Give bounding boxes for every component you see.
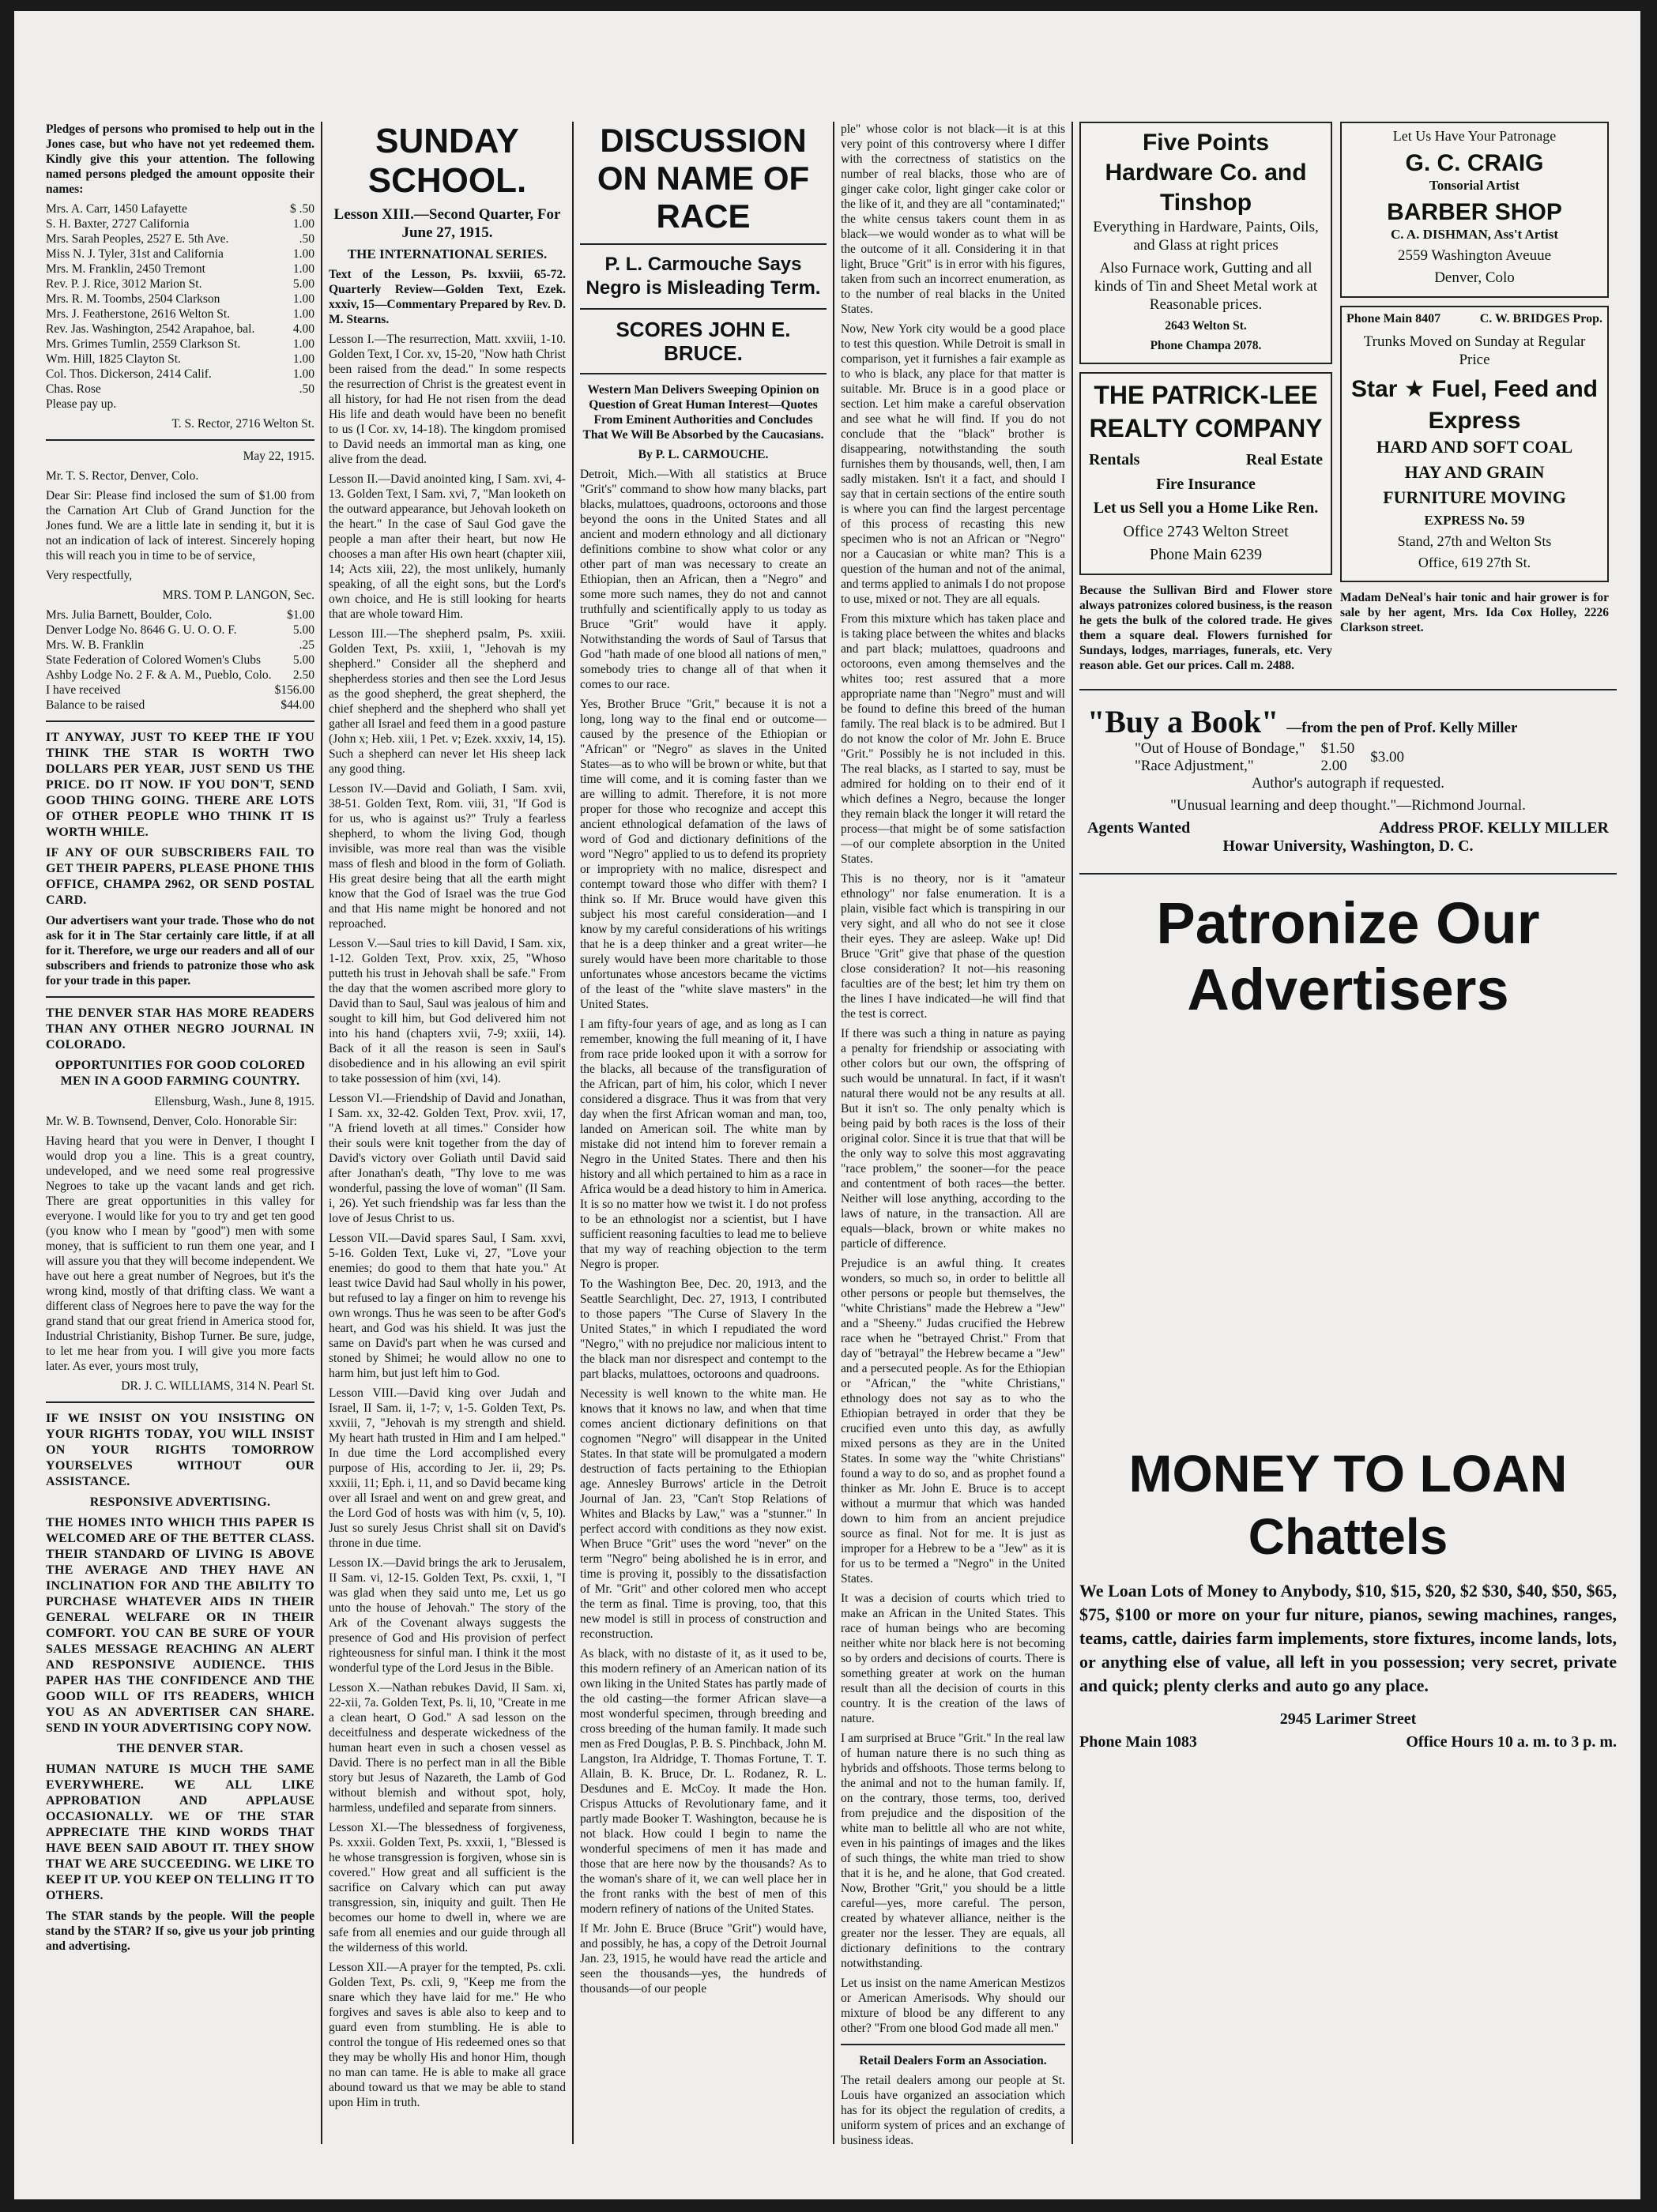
divider bbox=[46, 1401, 314, 1403]
list-item-name: Balance to be raised bbox=[46, 698, 145, 712]
paragraph: Lesson V.—Saul tries to kill David, I Sam. xix, 1-12. Golden Text, Prov. xxix, 25, "Whoso putteth his trust in Jehovah shall be safe." From the day that the women ascribed more glory to David than to Saul, Saul was jealous of him and sought to kill him, but God delivered him not into his hand (chapters xvii, 7-9; xxiii, 14). Back of it all the reason is seen in Saul's disobedience and in his allowing an evil spirit to take possession of him (xvi, 14). bbox=[329, 937, 566, 1085]
divider bbox=[1079, 873, 1617, 875]
list-item-amount: 4.00 bbox=[292, 322, 314, 336]
discussion-deck-2: SCORES JOHN E. BRUCE. bbox=[616, 318, 791, 365]
paragraph: I am fifty-four years of age, and as long as I can remember, knowing the full meaning of it, I have from race pride looked upon it with a sorrow for the blacks, all because of the transfiguration of the African, part of him, his color, which I never considered a disgrace. Thus it was from that very day when the first African woman and man, too, landed on American soil. The white man by mistake did not intend him to forever remain a Negro in the United States. There and then his history and all which pertained to him as a race in Africa would be a dead history to him in America. It is so no matter how we twist it. I do not profess to be an ethnologist nor a scientist, but I have sufficient reasoning faculties to lead me to believe that my way of reaching objection to the term Negro is proper. bbox=[580, 1018, 827, 1271]
realty-ad bbox=[1079, 372, 1332, 575]
discussion-title: DISCUSSION ON NAME OF RACE bbox=[597, 122, 810, 235]
list-item bbox=[46, 382, 314, 397]
list-item-name: Wm. Hill, 1825 Clayton St. bbox=[46, 352, 181, 366]
discussion-byline: By P. L. CARMOUCHE. bbox=[638, 448, 769, 461]
paragraph: As black, with no distaste of it, as it used to be, this modern refinery of an American nation of its own liking in the United States has partly made of the old casting—the former African slave—a most wonderful specimen, through breeding and cross breeding of the human family. It made such men as Fred Douglas, P. B. S. Pinchback, John M. Langston, Ira Aldridge, T. Thomas Fortune, T. T. Allain, B. K. Bruce, Dr. L. Rodanez, R. L. Desdunes and E. McCoy. It made the Hon. Crispus Attucks of Revolutionary fame, and it partly made Booker T. Washington, because he is not black. How could I begin to name the wonderful specimens of men it has made and those that are here now by the thousands? As to the woman's share of it, we can well place her in the front ranks with the best of men of this modern refinery of nations of the United States. bbox=[580, 1647, 827, 1916]
book-ad bbox=[1079, 698, 1617, 865]
list-item bbox=[46, 307, 314, 322]
rights-notice: IF WE INSIST ON YOU INSISTING ON YOUR RIGHTS TODAY, YOU WILL INSIST ON YOUR RIGHTS TOMORROW YOURSELVES WITHOUT OUR ASSISTANCE. bbox=[46, 1412, 314, 1488]
list-item bbox=[46, 623, 314, 638]
book-total: $3.00 bbox=[1370, 749, 1405, 766]
book-item-2: "Race Adjustment," bbox=[1135, 758, 1254, 774]
barber-shop: BARBER SHOP bbox=[1387, 199, 1562, 225]
opportunities-recipient: Mr. W. B. Townsend, Denver, Colo. Honorable Sir: bbox=[46, 1115, 297, 1128]
book-agents: Agents Wanted bbox=[1087, 819, 1191, 837]
book-price-2: 2.00 bbox=[1320, 758, 1347, 774]
paragraph: Lesson III.—The shepherd psalm, Ps. xxiii. Golden Text, Ps. xxiii, 1, "Jehovah is my shepherd." Consider all the shepherd and shepherdess stories and then see the Lord Jesus as the good shepherd, the great shepherd, the chief shepherd and the shepherd who shall yet gather all Israel and feed them in a good pasture (John x; Heb. xiii, 1 Pet. v; Ezek. xxxiv, 14, 15). Such a shepherd can never let His sheep lack any good thing. bbox=[329, 627, 566, 776]
barber-title: Tonsorial Artist bbox=[1429, 178, 1520, 193]
list-item bbox=[46, 276, 314, 292]
list-item-name: Denver Lodge No. 8646 G. U. O. O. F. bbox=[46, 623, 237, 637]
letter-body: Dear Sir: Please find inclosed the sum of $1.00 from the Carnation Art Club of Grand Junction for the Jones fund. We are a little late in sending it, but it is not an indication of lack of interest. Sincerely hoping this will reach you in time to be of service, bbox=[46, 489, 314, 562]
responsive-body: THE HOMES INTO WHICH THIS PAPER IS WELCOMED ARE OF THE BETTER CLASS. THEIR STANDARD OF LIVING IS ABOVE THE AVERAGE AND THEY HAVE AN INCLINATION FOR AND THE ABILITY TO PURCHASE WHATEVER AIDS IN THEIR GENERAL WELFARE OR IN THEIR COMFORT. YOU CAN BE SURE OF YOUR SALES MESSAGE REACHING AN ALERT AND RESPONSIVE AUDIENCE. THIS PAPER HAS THE CONFIDENCE AND THE GOOD WILL OF ITS READERS, WHICH YOU AS AN ADVERTISER CAN SHARE. SEND IN YOUR ADVERTISING COPY NOW. bbox=[46, 1516, 314, 1735]
readership-notice: THE DENVER STAR HAS MORE READERS THAN ANY OTHER NEGRO JOURNAL IN COLORADO. bbox=[46, 1006, 314, 1051]
hardware-ad bbox=[1079, 122, 1332, 364]
express-coal: HARD AND SOFT COAL bbox=[1376, 437, 1573, 457]
opportunities-signature: DR. J. C. WILLIAMS, 314 N. Pearl St. bbox=[121, 1379, 314, 1393]
barber-name: G. C. CRAIG bbox=[1405, 150, 1544, 176]
hardware-name: Five Points Hardware Co. and Tinshop bbox=[1105, 130, 1307, 216]
book-address: Address PROF. KELLY MILLER bbox=[1379, 819, 1609, 837]
paragraph: Lesson VI.—Friendship of David and Jonathan, I Sam. xx, 32-42. Golden Text, Prov. xvii, 17, "A friend loveth at all times." Consider how their souls were knit together from the day of David's victory over Goliath until David said after Jonathan's death, "Thy love to me was wonderful, passing the love of woman" (II Sam. i, 26). Yet such friendship was far less than the love of Jesus Christ to us. bbox=[329, 1092, 566, 1225]
book-autograph: Author's autograph if requested. bbox=[1251, 775, 1445, 792]
paragraph: Detroit, Mich.—With all statistics at Bruce "Grit's" command to show how many blacks, part blacks, mulattoes, quadroons, octoroons and those beyond the oons in the United States and all ancient and modern ethnology and all dictionary definitions combine to show what color or any other part of man was necessary to create an Ethiopian, then an African, then a "Negro" and some more such names, they do not and cannot truthfully and scientifically apply to us today as Bruce "Grit" would have it apply. Notwithstanding the words of Saul of Tarsus that God "hath made of one blood all nations of men," somebody tries to change all of that when it comes to our race. bbox=[580, 468, 827, 691]
list-item bbox=[46, 608, 314, 623]
patronize-banner: Patronize Our Advertisers bbox=[1156, 890, 1540, 1022]
paragraph: If there was such a thing in nature as paying a penalty for friendship or associating with other colors but our own, the offspring of such would be unnatural. In fact, if it wasn't natural there would not be any results at all. But it isn't so. The only penalty which is being paid by both races is the loss of their original color. Since it is true that that will be the only way to solve this most aggravating "race problem," the sooner—for the peace and contentment of both races—the better. Neither will lose anything, according to the laws of nature, in the transaction. All are equals—black, brown or white makes no particle of difference. bbox=[841, 1027, 1065, 1251]
list-item bbox=[46, 698, 314, 713]
brief-heading: Retail Dealers Form an Association. bbox=[859, 2054, 1047, 2067]
list-item-amount: 1.00 bbox=[292, 337, 314, 351]
ads-area bbox=[1079, 122, 1617, 2176]
list-item-name: Mrs. M. Franklin, 2450 Tremont bbox=[46, 262, 205, 276]
divider bbox=[841, 2044, 1065, 2045]
divider bbox=[46, 439, 314, 441]
barber-top: Let Us Have Your Patronage bbox=[1392, 128, 1557, 144]
discussion-body bbox=[580, 467, 827, 1996]
list-item-name: Mrs. R. M. Toombs, 2504 Clarkson bbox=[46, 292, 220, 306]
list-item-amount: 1.00 bbox=[292, 247, 314, 261]
subscription-notice: IT ANYWAY, JUST TO KEEP THE IF YOU THINK THE STAR IS WORTH TWO DOLLARS PER YEAR, JUST SEND US THE PRICE. DO IT NOW. IF YOU DON'T, SEND GOOD THING GOING. THERE ARE LOTS OF OTHER PEOPLE WHO THINK IT IS WORTH WHILE. bbox=[46, 731, 314, 839]
list-item-name: Ashby Lodge No. 2 F. & A. M., Pueblo, Colo. bbox=[46, 668, 272, 682]
letter-recipient: Mr. T. S. Rector, Denver, Colo. bbox=[46, 469, 199, 483]
column-4 bbox=[841, 122, 1065, 2176]
pledge-remit: Please pay up. bbox=[46, 397, 117, 411]
list-item-amount: .25 bbox=[299, 638, 314, 652]
hardware-line2: Also Furnace work, Gutting and all kinds of Tin and Sheet Metal work at Reasonable prices. bbox=[1094, 260, 1318, 313]
list-item-amount: 5.00 bbox=[292, 623, 314, 637]
column-2 bbox=[329, 122, 566, 2176]
express-ad bbox=[1340, 306, 1609, 582]
list-item-amount: 1.00 bbox=[292, 262, 314, 276]
blank-space bbox=[1079, 1031, 1617, 1442]
barber-assistant: C. A. DISHMAN, Ass't Artist bbox=[1390, 227, 1559, 242]
realty-rentals: Rentals bbox=[1089, 451, 1140, 468]
hardware-address: 2643 Welton St. bbox=[1165, 319, 1247, 333]
paragraph: It was a decision of courts which tried to make an African in the United States. This race of human beings who are becoming neither white nor black here is not becoming so by orders and decisions of courts. There is something greater at work on the human result than all the decision of courts in this country. It is the creation of the laws of nature. bbox=[841, 1592, 1065, 1725]
realty-sell: Let us Sell you a Home Like Ren. bbox=[1093, 499, 1319, 517]
column-rule bbox=[321, 122, 322, 2144]
book-price-1: $1.50 bbox=[1320, 740, 1355, 757]
list-item-name: Rev. Jas. Washington, 2542 Arapahoe, bal. bbox=[46, 322, 255, 336]
column-3 bbox=[580, 122, 827, 2176]
book-review: "Unusual learning and deep thought."—Richmond Journal. bbox=[1170, 797, 1526, 814]
list-item-amount: .50 bbox=[299, 232, 314, 246]
list-item-name: Mrs. Sarah Peoples, 2527 E. 5th Ave. bbox=[46, 232, 229, 246]
pledge-remit-to: T. S. Rector, 2716 Welton St. bbox=[171, 417, 314, 431]
paragraph: Lesson VIII.—David king over Judah and Israel, II Sam. ii, 1-7; v, 1-5. Golden Text, Ps. xxviii, 7, "Jehovah is my strength and shield. My heart hath trusted in Him and I am helped." In due time the Lord accomplished every purpose of His, according to Jer. ii, 29; Ps. xxxiii, 11; Eph. i, 11, and so David became king over all Israel and went on and grew great, and the Lord God of hosts was with him (v, 5, 10). Just so surely Jesus Christ shall sit on David's throne in due time. bbox=[329, 1386, 566, 1550]
paragraph: Lesson VII.—David spares Saul, I Sam. xxvi, 5-16. Golden Text, Luke vi, 27, "Love your enemies; do good to them that hate you." At least twice David had Saul wholly in his power, but refused to lay a finger on him to revenge his own wrongs. Thus he was seen to be after God's heart, and God was his shield. It was just the same on David's part when he was cursed and stoned by Shimei; he would allow no one to harm him, but just left him to God. bbox=[329, 1232, 566, 1380]
list-item-amount: 1.00 bbox=[292, 352, 314, 366]
divider bbox=[580, 308, 827, 310]
advertiser-notice: Our advertisers want your trade. Those who do not ask for it in The Star certainly care little, if at all for it. Therefore, we urge our readers and all of our subscribers and friends to patronize those who ask for your trade in this paper. bbox=[46, 914, 314, 988]
list-item bbox=[46, 352, 314, 367]
lesson-subtitle: Lesson XIII.—Second Quarter, For June 27, 1915. bbox=[333, 206, 561, 241]
paragraph: This is no theory, nor is it "amateur ethnology" nor false enumeration. It is a plain, visible fact which is transpiring in our very sight, and all who do not see it close their eyes. They are asleep. Wake up! Did Bruce "Grit" give that phase of the question close consideration? It not—his reasoning faculties are of the best; let him try them on the lines I have indicated—he will find that the test is correct. bbox=[841, 872, 1065, 1021]
list-item bbox=[46, 653, 314, 668]
express-owner: C. W. BRIDGES Prop. bbox=[1479, 312, 1602, 325]
paragraph: I am surprised at Bruce "Grit." In the real law of human nature there is no such thing as hybrids and offshoots. Those terms belong to the animal and not to the human family. If, on the contrary, those terms, too, derived from prejudice and the disposition of the white man to belittle all who are not white, even in his paintings of images and the likes of such things, the white man tried to show that it is he, and he alone, that God created. Now, Brother "Grit," you should be a little careful—yes, more careful. The person, created by whatever alliance, neither is the greater nor the lesser. They are equals, all dictionary definitions to the contrary notwithstanding. bbox=[841, 1732, 1065, 1970]
list-item bbox=[46, 322, 314, 337]
column-rule bbox=[1071, 122, 1073, 2144]
loan-body: We Loan Lots of Money to Anybody, $10, $15, $20, $2 $30, $40, $50, $65, $75, $100 or more on your fur niture, pianos, sewing machines, ranges, teams, cattle, dairies farm implements, store fixtures, income lands, lots, or anything else of value, all left in you possession; very secret, private and quick; plenty clerks and auto go any place. bbox=[1079, 1581, 1617, 1695]
list-item bbox=[46, 231, 314, 246]
paragraph: Necessity is well known to the white man. He knows that it knows no law, and when that time comes ancient dictionary definitions on that cognomen "Negro" will disappear in the United States. In that state will be promulgated a modern destruction of facts pertaining to the Ethiopian age. Annesley Burrows' article in the Detroit Journal of Jan. 23, "Can't Stop Relations of Whites and Blacks by Law," was a "stunner." In perfect accord with conditions as they now exist. When Bruce "Grit" uses the word "never" on the term "Negro" being abolished he is in error, and time is proving it, possibly to the dissatisfaction of Mr. "Grit" and other colored men who accept the term as final. Time is proving, too, that this new model is still in process of construction and reconstruction. bbox=[580, 1387, 827, 1641]
divider bbox=[580, 373, 827, 374]
realty-office: Office 2743 Welton Street bbox=[1123, 523, 1289, 540]
book-author: —from the pen of Prof. Kelly Miller bbox=[1286, 720, 1518, 736]
express-stand: Stand, 27th and Welton Sts bbox=[1397, 533, 1552, 549]
pledge-list bbox=[46, 201, 314, 397]
book-item-1: "Out of House of Bondage," bbox=[1135, 740, 1305, 757]
sullivan-ad: Because the Sullivan Bird and Flower store always patronizes colored business, is the reason he gets the bulk of the colored trade. He gives them a square deal. Flowers furnished for Sundays, lodges, marriages, funerals, etc. Very reason able. Get our prices. Call m. 2488. bbox=[1079, 584, 1332, 672]
loan-title: MONEY TO LOAN bbox=[1128, 1444, 1568, 1503]
lesson-text: Text of the Lesson, Ps. lxxviii, 65-72. Quarterly Review—Golden Text, Ezek. xxxiv, 15—Commentary Prepared by Rev. D. M. Stearns. bbox=[329, 268, 566, 326]
list-item-amount: $1.00 bbox=[287, 608, 314, 622]
pledges-intro: Pledges of persons who promised to help out in the Jones case, but who have not yet redeemed them. Kindly give this your attention. The following named persons pledged the amount opposite their names: bbox=[46, 122, 314, 196]
list-item-name: State Federation of Colored Women's Clubs bbox=[46, 653, 262, 667]
list-item-amount: 1.00 bbox=[292, 307, 314, 321]
list-item-name: S. H. Baxter, 2727 California bbox=[46, 217, 190, 231]
list-item-amount: $44.00 bbox=[281, 698, 314, 712]
responsive-heading: RESPONSIVE ADVERTISING. bbox=[89, 1495, 271, 1509]
list-item-amount: 2.50 bbox=[292, 668, 314, 682]
barber-ad bbox=[1340, 122, 1609, 298]
letter-signature: MRS. TOM P. LANGON, Sec. bbox=[162, 589, 314, 602]
paragraph: Lesson XII.—A prayer for the tempted, Ps. cxli. Golden Text, Ps. cxli, 9, "Keep me from the snare which they have laid for me." He who forgives and saves is able also to keep and to guard even from stumbling. He is able to control the tongue of His redeemed ones so that they may be wholly His and honor Him, though no man can tame. He is able to make all grace abound toward us that we may be able to stand upon Him in truth. bbox=[329, 1961, 566, 2109]
list-item-name: Miss N. J. Tyler, 31st and California bbox=[46, 247, 224, 261]
realty-name: THE PATRICK-LEE REALTY COMPANY bbox=[1089, 381, 1323, 442]
column-1 bbox=[46, 122, 314, 2176]
star-notice: The STAR stands by the people. Will the people stand by the STAR? If so, give us your job printing and advertising. bbox=[46, 1909, 314, 1953]
paragraph: ple" whose color is not black—it is at this very point of this controversy where I differ with the correctness of statistics on the number of real blacks, those who are of ginger cake color, light ginger cake color or the like of it, and they are all "contaminated;" the white census takers count them in as black—we would wonder as to what will be the outcome of it all. Considering it in that light, Bruce "Grit" is in error with his figures, taken from such an incorrect enumeration, as to the number of real blacks in the United States. bbox=[841, 122, 1065, 316]
list-item bbox=[46, 668, 314, 683]
series-title: THE INTERNATIONAL SERIES. bbox=[347, 246, 548, 261]
list-item bbox=[46, 638, 314, 653]
paragraph: Let us insist on the name American Mestizos or American Amerisods. Why should our mixture of blood be any different to any other? "From one blood God made all men." bbox=[841, 1977, 1065, 2035]
list-item bbox=[46, 292, 314, 307]
list-item bbox=[46, 216, 314, 231]
realty-insurance: Fire Insurance bbox=[1156, 476, 1256, 493]
paragraph: Now, New York city would be a good place to test this question. While Detroit is small in comparison, yet it furnishes a fair example as to who is black, any place for that matter is suitable. Mr. Bruce is in a good place or section. Let him make a careful observation and see what he will find. If you do not conclude that the "black" brother is disappearing, notwithstanding the south furnishes them by thousands, well, then, I am sadly mistaken. Isn't it a fact, and should I say that in certain sections of the entire south is where you can find the largest percentage of this process of recasting this new specimen who is not an African or "Negro" nor a Caucasian or white man? This is a question of the human and not of the animal, and terms applied to animals I do not propose to use, mixed or not. They are all equals. bbox=[841, 322, 1065, 606]
deneal-ad: Madam DeNeal's hair tonic and hair grower is for sale by her agent, Mrs. Ida Cox Holley, 2226 Clarkson street. bbox=[1340, 591, 1609, 634]
express-trunks: Trunks Moved on Sunday at Regular Price bbox=[1363, 333, 1586, 368]
left-ad-column bbox=[1079, 122, 1332, 678]
express-moving: FURNITURE MOVING bbox=[1383, 487, 1566, 507]
opportunities-body: Having heard that you were in Denver, I thought I would drop you a line. This is a great country, undeveloped, and we need some real progressive Negroes to take up the vacant lands and get rich. There are great opportunities in this valley for everyone. I would like for you to try and get ten good (you know who I mean by "good") men with some money, that is sufficient to run them one year, and I will assure you that they will become independent. We have out here a great number of Negroes, but it's the wrong kind, mostly of that drifting class. We want a different class of Negroes here to pave the way for the grand stand that our great friend in America stood for, Industrial Christianity, Bishop Turner. Be sure, judge, to let me hear from you. I will give you more facts later. As ever, yours most truly, bbox=[46, 1134, 314, 1373]
list-item-amount: 5.00 bbox=[292, 653, 314, 667]
express-phone: Phone Main 8407 bbox=[1346, 312, 1441, 325]
divider bbox=[1079, 689, 1617, 690]
divider bbox=[46, 720, 314, 722]
paragraph: Yes, Brother Bruce "Grit," because it is not a long, long way to the final end or outcome—caused by the presence of the Ethiopian or "African" or "Negro" as slaves in the United States—as to who will be brown or white, but that time will come, and it is coming faster than we are willing to admit. Therefore, it is not more proper for those who recognize and accept this ancient ethnological defamation of the laws of word of God and dictionary definitions of the word "Negro" applied to us to defend its propriety or impropriety with no malice, disrespect and contempt toward those who differ with them? I think so. If Mr. Bruce would have given this subject his most careful consideration—and I know by my careful considerations of his writings that he is a deep thinker and a great writer—he surely would have been more charitable to those unfortunates whose ancestors became the victims of the least of the "white slave masters" in the United States. bbox=[580, 698, 827, 1011]
sunday-school-body bbox=[329, 332, 566, 2110]
paragraph: Lesson XI.—The blessedness of forgiveness, Ps. xxxii. Golden Text, Ps. xxxii, 1, "Blessed is he whose transgression is forgiven, whose sin is covered." How great and all sufficient is the sacrifice on Calvary which can put away transgression, sin, iniquity and guilt. Then He becomes our home to dwell in, where we are safe from all enemies and our guide through all the wilderness of this world. bbox=[329, 1821, 566, 1954]
paragraph: If Mr. John E. Bruce (Bruce "Grit") would have, and possibly, he has, a copy of the Detroit Journal Jan. 23, 1915, he would have read the article and seen the thousands—yes, the hundreds of thousands—of our people bbox=[580, 1922, 827, 1996]
loan-hours: Office Hours 10 a. m. to 3 p. m. bbox=[1406, 1733, 1617, 1751]
list-item-amount: $ .50 bbox=[290, 202, 314, 216]
divider bbox=[580, 243, 827, 245]
list-item bbox=[46, 367, 314, 382]
list-item-amount: 1.00 bbox=[292, 367, 314, 381]
letter-close: Very respectfully, bbox=[46, 569, 133, 582]
book-university: Howar University, Washington, D. C. bbox=[1222, 837, 1474, 855]
paragraph: Lesson X.—Nathan rebukes David, II Sam. xi, 22-xii, 7a. Golden Text, Ps. li, 10, "Create in me a clean heart, O God." A sad lesson on the deceitfulness and desperate wickedness of the human heart even in such a chosen vessel as David. There is no perfect man in all the Bible story but Jesus of Nazareth, the Lamb of God without blemish and without spot, holy, harmless, undefiled and separate from sinners. bbox=[329, 1681, 566, 1815]
column-rule bbox=[833, 122, 834, 2144]
list-item-amount: 5.00 bbox=[292, 277, 314, 291]
discussion-continued bbox=[841, 122, 1065, 2036]
list-item-amount: $156.00 bbox=[274, 683, 314, 697]
list-item-name: Mrs. W. B. Franklin bbox=[46, 638, 145, 652]
list-item bbox=[46, 246, 314, 261]
right-ad-column bbox=[1340, 122, 1609, 678]
list-item-amount: 1.00 bbox=[292, 217, 314, 231]
list-item-name: I have received bbox=[46, 683, 121, 697]
paragraph: Prejudice is an awful thing. It creates wonders, so much so, in order to belittle all other persons or people but themselves, the "white Christians" made the Hebrew a "Jew" and a "Sheeny." Judas crucified the Hebrew race when he "betrayed Christ." From that day of "betrayal" the Hebrew became a "Jew" and a persecuted people. As for the Ethiopian or "African," the "white Christians," ethnology does not say as to who the Ethiopian betrayed in order that they be crucified even unto this day, as awfully mixed persons as they are in the United States. In some way the "white Christians" found a way to do so, and as prophet found a thinker as Mr. John E. Bruce is to accept without a murmur that which was handed down to him from an ancient prejudice source as final. Not for me. It is just as improper for a Hebrew to be a "Jew" as it is for us to be termed a "Negro" in the United States. bbox=[841, 1257, 1065, 1586]
discussion-deck: P. L. Carmouche Says Negro is Misleading Term. bbox=[586, 254, 821, 299]
list-item-name: Mrs. A. Carr, 1450 Lafayette bbox=[46, 202, 187, 216]
loan-ad bbox=[1079, 1442, 1617, 1751]
express-office: Office, 619 27th St. bbox=[1418, 555, 1531, 570]
paragraph: From this mixture which has taken place and is taking place between the whites and blacks and part black; mulattoes, quadroons and octoroons, even among themselves and the whites too; rest assured that a more appropriate name than "Negro" must and will be found to define this breed of the human family. The real black is to be admired. But I do not know the color of Mr. John E. Bruce "Grit." Possibly he is not included in this. The real blacks, as I started to say, must be admired for holding on to their end of it which defines a Negro, because the longer they remain black the longer it will retard the process—that might be of some satisfaction—of our complete absorption in the United States. bbox=[841, 612, 1065, 866]
express-title: Star ★ Fuel, Feed and Express bbox=[1351, 376, 1598, 434]
list-item-name: Mrs. Julia Barnett, Boulder, Colo. bbox=[46, 608, 213, 622]
sunday-school-title: SUNDAY SCHOOL. bbox=[367, 122, 527, 200]
list-item bbox=[46, 201, 314, 216]
list-item-name: Col. Thos. Dickerson, 2414 Calif. bbox=[46, 367, 212, 381]
letter-date: May 22, 1915. bbox=[243, 450, 314, 463]
opportunities-heading: OPPORTUNITIES FOR GOOD COLORED MEN IN A GOOD FARMING COUNTRY. bbox=[55, 1059, 306, 1088]
hardware-line1: Everything in Hardware, Paints, Oils, and Glass at right prices bbox=[1093, 219, 1319, 254]
paragraph: Lesson IX.—David brings the ark to Jerusalem, II Sam. vi, 12-15. Golden Text, Ps. cxxii, 1, "I was glad when they said unto me, Let us go unto the house of Jehovah." The story of the Ark of the Covenant always suggests the presence of God and His provision of perfect righteousness for sinful man. I think it the most wonderful type of the Lord Jesus in the Bible. bbox=[329, 1556, 566, 1675]
book-title: "Buy a Book" bbox=[1087, 704, 1279, 739]
list-item-name: Mrs. Grimes Tumlin, 2559 Clarkson St. bbox=[46, 337, 241, 351]
donation-list bbox=[46, 608, 314, 713]
human-nature-notice: HUMAN NATURE IS MUCH THE SAME EVERYWHERE. WE ALL LIKE APPROBATION AND APPLAUSE OCCASIONALLY. WE OF THE STAR APPRECIATE THE KIND WORDS THAT HAVE BEEN SAID ABOUT IT. THEY SHOW THAT WE ARE SUCCEEDING. WE LIKE TO KEEP IT UP. YOU KEEP ON TELLING IT TO OTHERS. bbox=[46, 1762, 314, 1902]
divider bbox=[46, 996, 314, 998]
realty-phone: Phone Main 6239 bbox=[1149, 546, 1263, 563]
list-item-amount: .50 bbox=[299, 382, 314, 396]
opportunities-dateline: Ellensburg, Wash., June 8, 1915. bbox=[154, 1095, 314, 1108]
list-item-name: Chas. Rose bbox=[46, 382, 101, 396]
paragraph: Lesson IV.—David and Goliath, I Sam. xvii, 38-51. Golden Text, Rom. viii, 31, "If God is for us, who is against us?" Truly a fearless shepherd, to whom the living God, though invisible, was more real than was the visible mass of flesh and blood in the form of Goliath. His great desire being that all the earth might know that the God of Israel was the true God and that His name might be honored and not reproached. bbox=[329, 782, 566, 931]
loan-phone: Phone Main 1083 bbox=[1079, 1733, 1197, 1751]
discussion-summary: Western Man Delivers Sweeping Opinion on Question of Great Human Interest—Quotes From Eminent Authorities and Concludes That We Will Be Absorbed by the Caucasians. bbox=[582, 383, 824, 442]
list-item bbox=[46, 337, 314, 352]
loan-subtitle: Chattels bbox=[1248, 1508, 1448, 1565]
express-hay: HAY AND GRAIN bbox=[1404, 462, 1545, 482]
newspaper-page bbox=[14, 11, 1640, 2199]
column-rule bbox=[572, 122, 574, 2144]
list-item-name: Rev. P. J. Rice, 3012 Marion St. bbox=[46, 277, 202, 291]
realty-real-estate: Real Estate bbox=[1245, 451, 1323, 468]
subscriber-notice: IF ANY OF OUR SUBSCRIBERS FAIL TO GET THEIR PAPERS, PLEASE PHONE THIS OFFICE, CHAMPA 2962, OR SEND POSTAL CARD. bbox=[46, 846, 314, 907]
express-number: EXPRESS No. 59 bbox=[1424, 513, 1525, 528]
list-item-amount: 1.00 bbox=[292, 292, 314, 306]
barber-address: 2559 Washington Aveuue bbox=[1397, 247, 1552, 264]
loan-street: 2945 Larimer Street bbox=[1279, 1710, 1417, 1728]
paragraph: Lesson I.—The resurrection, Matt. xxviii, 1-10. Golden Text, I Cor. xv, 15-20, "Now hath Christ been raised from the dead." In some respects the resurrection of Christ is the greatest event in all history, for had He not risen from the dead His life and death would have been no benefit to us (I Cor. xv, 14-18). The kingdom promised to David needs an immortal man as king, one alive from the dead. bbox=[329, 333, 566, 466]
list-item bbox=[46, 683, 314, 698]
list-item-name: Mrs. J. Featherstone, 2616 Welton St. bbox=[46, 307, 231, 321]
paragraph: Lesson II.—David anointed king, I Sam. xvi, 4-13. Golden Text, I Sam. xvi, 7, "Man looketh on the outward appearance, but Jehovah looketh on the heart." In the case of Saul God gave the people a man after their heart, but now He chooses a man after His own heart (chapter xiii, 14; Acts xiii, 22), the most unlikely, humanly speaking, of all the eight sons, but the Lord's own choice, and He is still looking for hearts that are whole toward Him. bbox=[329, 472, 566, 621]
barber-city: Denver, Colo bbox=[1434, 269, 1515, 286]
brief-body: The retail dealers among our people at St. Louis have organized an association which has for its object the regulation of credits, a uniform system of prices and an exchange of business ideas. bbox=[841, 2074, 1065, 2147]
list-item bbox=[46, 261, 314, 276]
paragraph: To the Washington Bee, Dec. 20, 1913, and the Seattle Searchlight, Dec. 27, 1913, I contributed to those papers "The Curse of Slavery In the United States," in which I repudiated the word "Negro," with no prejudice nor malicious intent to the black man nor disrespect and contempt to the part blacks, mulattoes, octoroons and quadroons. bbox=[580, 1277, 827, 1381]
responsive-signature: THE DENVER STAR. bbox=[117, 1742, 243, 1755]
hardware-phone: Phone Champa 2078. bbox=[1150, 339, 1262, 352]
